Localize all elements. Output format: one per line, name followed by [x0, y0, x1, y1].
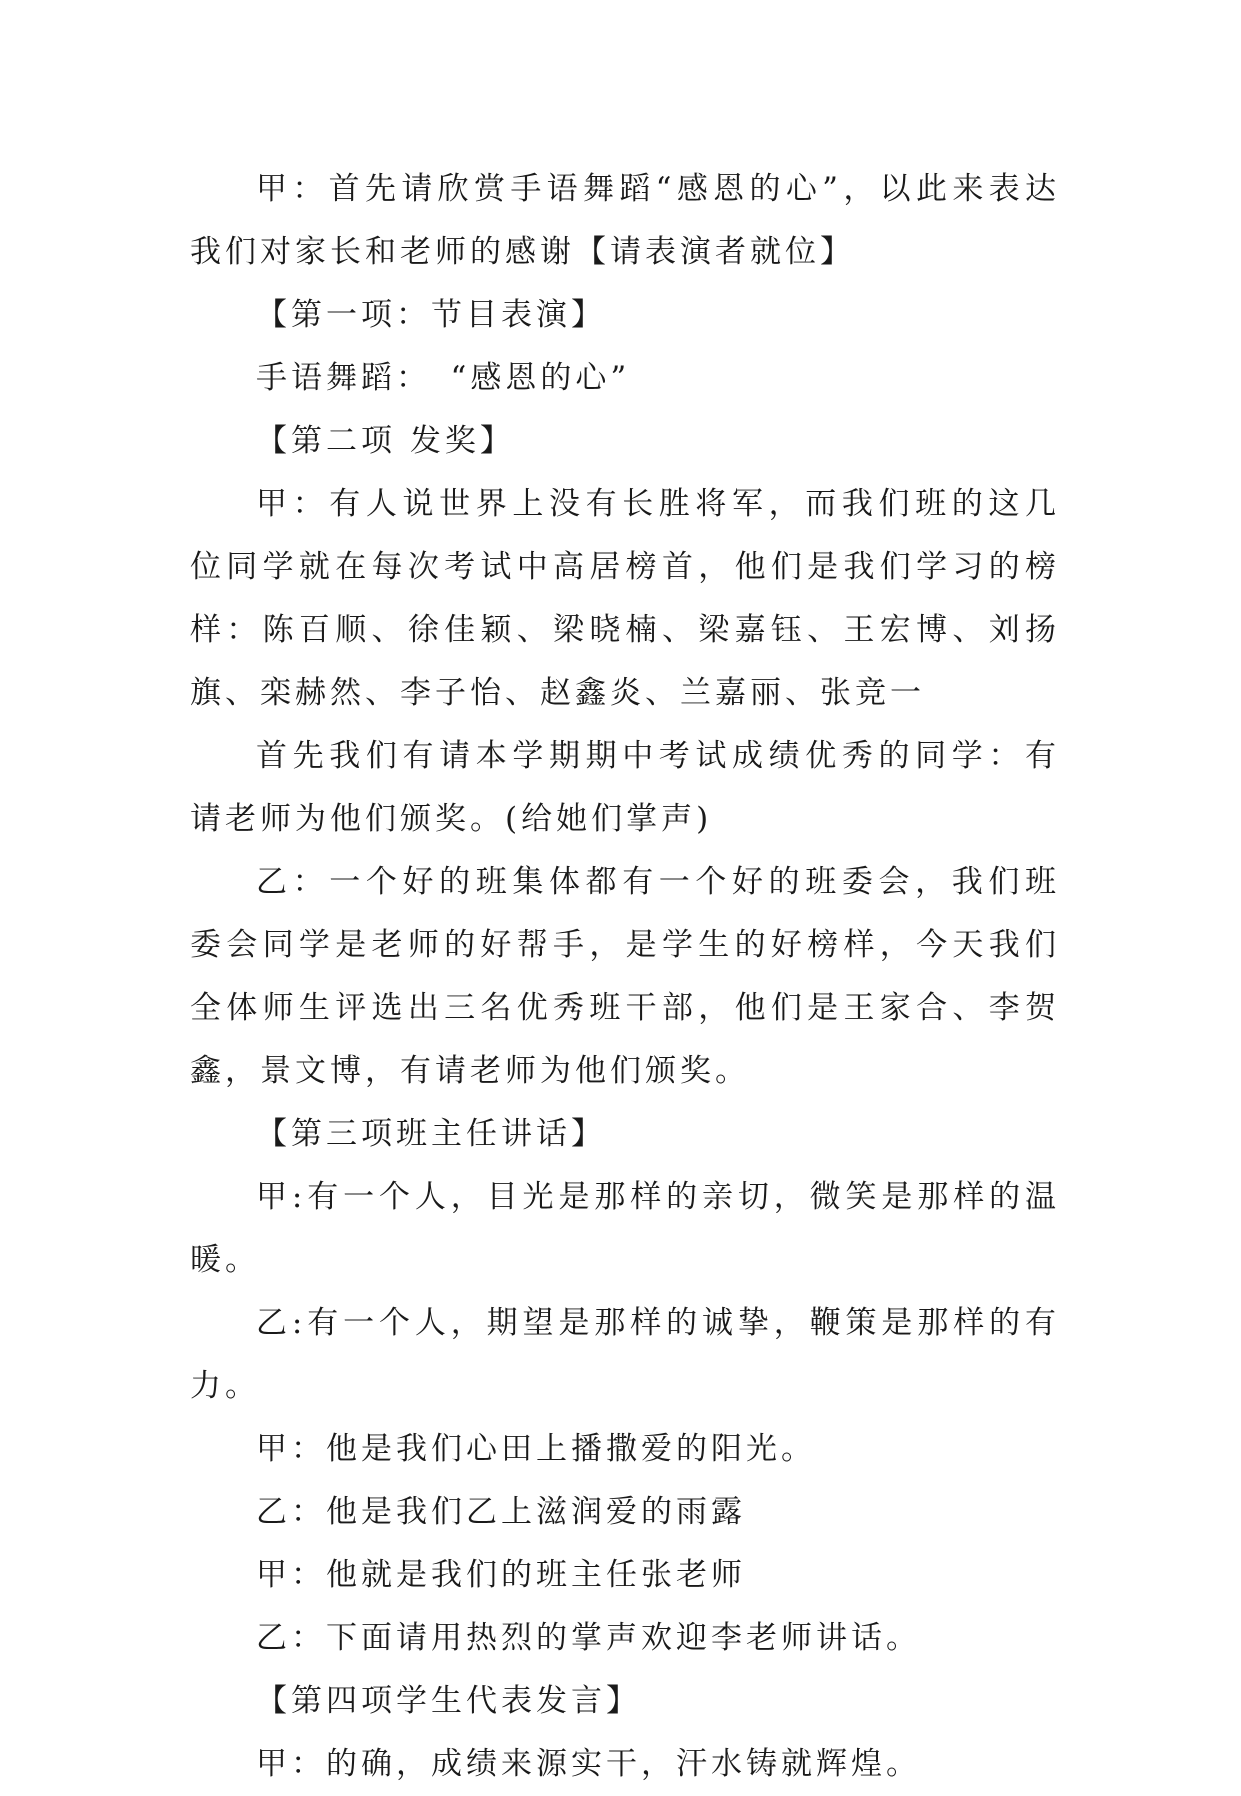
dialogue-line: 乙：他是我们乙上滋润爱的雨露 [256, 1494, 746, 1530]
section-heading-item-2: 【第二项 发奖】 [256, 423, 515, 459]
paragraph-top-students: 甲：有人说世界上没有长胜将军，而我们班的这几位同学就在每次考试中高居榜首，他们是我们学习的榜样：陈百顺、徐佳颖、梁晓楠、梁嘉钰、王宏博、刘扬旗、栾赫然、李子怡、赵鑫炎、兰嘉丽、张竞一 [190, 486, 1060, 711]
paragraph-class-committee: 乙：一个好的班集体都有一个好的班委会，我们班委会同学是老师的好帮手，是学生的好榜样，今天我们全体师生评选出三名优秀班干部，他们是王家合、李贺鑫，景文博，有请老师为他们颁奖。 [190, 864, 1060, 1089]
dialogue-line: 甲：他就是我们的班主任张老师 [256, 1557, 746, 1593]
section-heading-item-1: 【第一项：节目表演】 [256, 297, 606, 333]
paragraph-intro-performance: 甲：首先请欣赏手语舞蹈“感恩的心”，以此来表达我们对家长和老师的感谢【请表演者就位】 [190, 171, 1060, 270]
paragraph-award-invite: 首先我们有请本学期期中考试成绩优秀的同学：有请老师为他们颁奖。(给她们掌声) [190, 738, 1060, 837]
dialogue-line: 甲：的确，成绩来源实干，汗水铸就辉煌。 [256, 1746, 921, 1782]
document-body [190, 158, 1060, 1796]
section-heading-item-3: 【第三项班主任讲话】 [256, 1116, 606, 1152]
dialogue-line: 甲:有一个人，目光是那样的亲切，微笑是那样的温暖。 [190, 1179, 1060, 1278]
dialogue-line: 乙:有一个人，期望是那样的诚挚，鞭策是那样的有力。 [190, 1305, 1060, 1404]
dialogue-line: 乙：下面请用热烈的掌声欢迎李老师讲话。 [256, 1620, 921, 1656]
dialogue-line: 甲：他是我们心田上播撒爱的阳光。 [256, 1431, 816, 1467]
section-heading-item-4: 【第四项学生代表发言】 [256, 1683, 641, 1719]
paragraph-program-title: 手语舞蹈： “感恩的心” [256, 360, 631, 396]
